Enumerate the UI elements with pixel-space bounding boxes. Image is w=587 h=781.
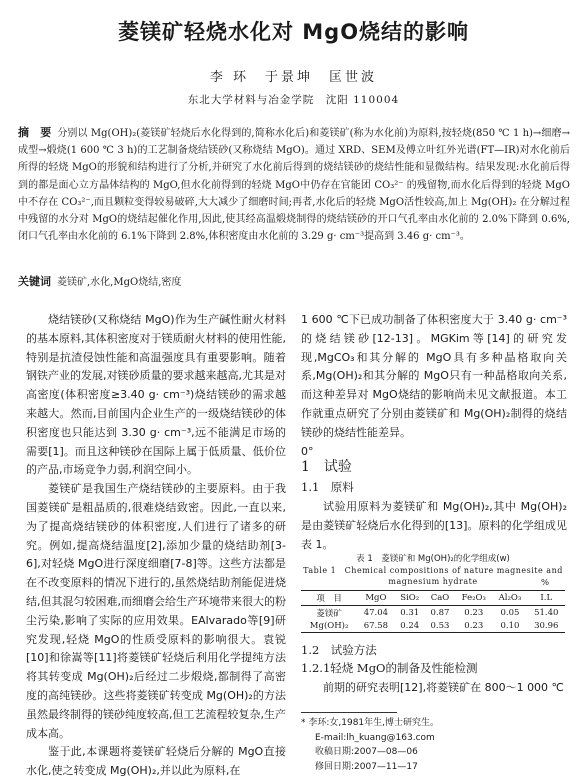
composition-table <box>301 590 565 633</box>
table-cell: 0.87 <box>430 608 450 618</box>
table-unit: % <box>541 578 550 588</box>
left-column <box>26 311 286 781</box>
table-cell: 0.31 <box>400 608 420 618</box>
table-row <box>301 606 565 621</box>
footnote-email: E-mail:lh_kuang@163.com <box>315 732 435 743</box>
table-row <box>301 620 565 633</box>
paragraph: 试验用原料为菱镁矿和 Mg(OH)₂,其中 Mg(OH)₂是由菱镁矿轻烧后水化得到的[13]。原料的化学组成见表 1。 <box>301 500 567 551</box>
subsection-heading: 1.2 试验方法 <box>301 643 377 657</box>
table-cell: 67.58 <box>357 620 394 633</box>
footnote-received: 收稿日期:2007—08—06 <box>315 747 418 757</box>
keywords-text: 菱镁矿,水化,MgO烧结,密度 <box>57 277 182 288</box>
table-cell: 0.23 <box>464 608 484 618</box>
paper-title: 菱镁矿轻烧水化对 MgO烧结的影响 <box>117 20 470 44</box>
table-cell: 菱镁矿 <box>316 609 342 619</box>
paragraph: 烧结镁砂(又称烧结 MgO)作为生产碱性耐火材料的基本原料,其体积密度对于镁质耐火材料的使用性能,特别是抗渣侵蚀性能和高温强度具有重要影响。随着钢铁产业的发展,对镁砂质量的要求越来越高,尤其是对高密度(体积密度≥3.40 g· cm⁻³)烧结镁砂的需求越来越大。然而,目前国内企业生产的一级烧结镁砂的体积密度也只能达到 3.30 g· cm⁻³,远不能满足市场的需要[1]。而且这种镁砂在国际上属于低质量、低价位的产品,市场竞争力弱,利润空间小。 <box>26 313 286 477</box>
table-cell: 0.05 <box>500 608 520 618</box>
table-header: Al₂O₃ <box>492 591 527 606</box>
subsection-heading: 1.1 原料 <box>301 480 354 494</box>
keywords <box>18 273 570 289</box>
table-header: I.L <box>528 591 565 606</box>
table-header: Fe₂O₃ <box>455 591 492 606</box>
abstract <box>18 124 570 245</box>
materials-paragraph <box>301 498 567 554</box>
table-caption: 表 1 菱镁矿和 Mg(OH)₂的化学组成(w) <box>356 554 510 564</box>
table-cell: 51.40 <box>534 608 559 618</box>
table-cell: Mg(OH)₂ <box>301 620 357 633</box>
right-column-intro <box>301 311 567 461</box>
table-cell: 47.04 <box>363 608 389 618</box>
paragraph: 菱镁矿是我国生产烧结镁砂的主要原料。由于我国菱镁矿是粗晶质的,很难烧结致密。因此,一直以来,为了提高烧结镁砂的体积密度,人们进行了诸多的研究。例如,提高烧结温度[2],添加少量的烧结助剂[3-6],对轻烧 MgO进行深度细磨[7-8]等。这些方法都是在不改变原料的情况下进行的,虽然烧结助剂能促进烧结,但其混匀较困难,而细磨会给生产环境带来很大的粉尘污染,影响了实际的应用效果。EAlvarado等[9]研究发现,轻烧 MgO的性质受原料的影响很大。袁锐[10]和徐嵩等[11]将菱镁矿轻烧后利用化学提纯方法将其转变成 Mg(OH)₂后经过二步煅烧,都制得了高密度的高纯镁砂。这些将菱镁矿转变成 Mg(OH)₂的方法虽然最终制得的镁砂纯度较高,但工艺流程较复杂,生产成本高。 <box>26 482 286 740</box>
table-header: 项 目 <box>301 591 357 606</box>
keywords-label: 关键词 <box>18 275 51 288</box>
footnote-rule <box>301 712 397 713</box>
stray-mark: 0° <box>301 444 314 458</box>
paragraph: 1 600 ℃下已成功制备了体积密度大于 3.40 g· cm⁻³的烧结镁砂[12-13]。MGKim等[14]的研究发现,MgCO₃和其分解的 MgO具有多种晶格取向关系,Mg(OH)₂和其分解的 MgO只有一种晶格取向关系,而这种差异对 MgO烧结的影响尚未见文献报道。本工作就重点研究了分别由菱镁矿和 Mg(OH)₂制得的烧结镁砂的烧结性能差异。 <box>301 313 567 439</box>
table-cell: 0.10 <box>492 620 527 633</box>
paragraph: 前期的研究表明[12],将菱镁矿在 800～1 000 ℃ <box>323 681 564 694</box>
table-caption-en: Table 1 Chemical compositions of nature magnesite and magnesium hydrate <box>303 566 563 586</box>
section-heading: 1 试验 <box>301 459 352 475</box>
table-cell: 30.96 <box>528 620 565 633</box>
paragraph: 鉴于此,本课题将菱镁矿轻烧后分解的 MgO直接水化,使之转变成 Mg(OH)₂,并以此为原料,在 <box>26 745 286 778</box>
affiliation: 东北大学材料与冶金学院 沈阳 110004 <box>187 94 400 106</box>
subsubsection-heading: 1.2.1轻烧 MgO的制备及性能检测 <box>301 661 478 675</box>
table-header: SiO₂ <box>395 591 425 606</box>
footnote <box>301 716 567 774</box>
abstract-text: 分别以 Mg(OH)₂(菱镁矿轻烧后水化得到的,简称水化后)和菱镁矿(称为水化前)为原料,按轻烧(850 ℃ 1 h)→细磨→成型→煅烧(1 600 ℃ 3 h)的工艺制备烧结镁砂(又称烧结 MgO)。通过 XRD、SEM及傅立叶红外光谱(FT—IR)对水化前后所得的轻烧 MgO的形貌和结构进行了分析,并研究了水化前后得到的烧结镁砂的烧结性能和显微结构。结果发现:水化前后得到的都是面心立方晶体结构的 MgO,但水化前得到的轻烧 MgO中仍存在官能团 CO₃²⁻ 的残留物,而水化后得到的轻烧 MgO中不存在 CO₃²⁻,而且颗粒变得较易破碎,大大减少了细磨时间;再者,水化后的轻烧 MgO活性较高,加上 Mg(OH)₂ 在分解过程中残留的水分对 MgO的烧结起催化作用,因此,使其经高温煅烧制得的烧结镁砂的开口气孔率由水化前的 2.0%下降到 0.6%,闭口气孔率由水化前的 6.1%下降到 2.8%,体积密度由水化前的 3.29 g· cm⁻³提高到 3.46 g· cm⁻³。 <box>18 128 570 243</box>
table-cell: 0.24 <box>395 620 425 633</box>
footnote-author: * 李环:女,1981年生,博士研究生。 <box>301 718 440 728</box>
table-header: MgO <box>357 591 394 606</box>
abstract-label: 摘 要 <box>18 126 52 139</box>
footnote-revised: 修回日期:2007—11—17 <box>315 761 418 772</box>
table-header: CaO <box>425 591 455 606</box>
method-paragraph <box>301 679 567 698</box>
table-cell: 0.23 <box>455 620 492 633</box>
authors: 李 环 于景坤 匡世波 <box>209 70 378 85</box>
table-cell: 0.53 <box>425 620 455 633</box>
table-header-row <box>301 591 565 606</box>
